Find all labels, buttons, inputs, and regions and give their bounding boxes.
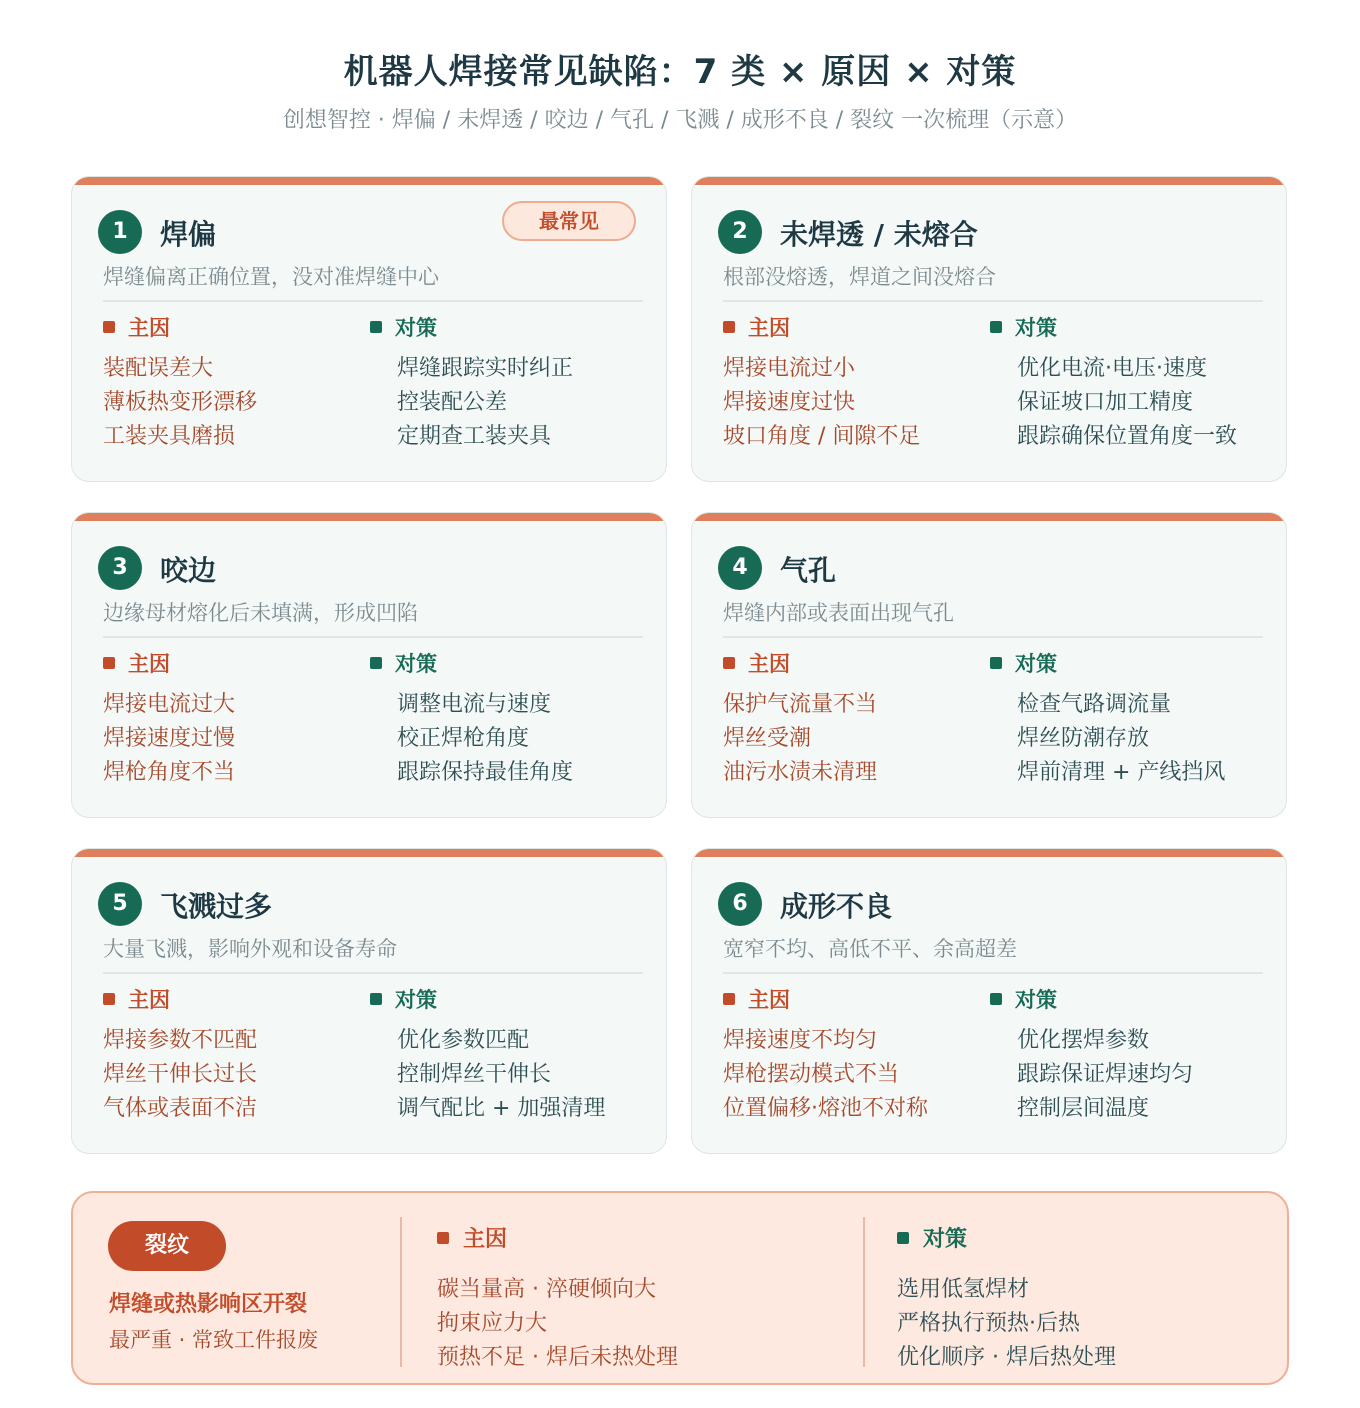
cause-item: 位置偏移·熔池不对称 xyxy=(723,1096,928,1121)
fix-item: 校正焊枪角度 xyxy=(397,726,530,751)
defect-description: 焊缝偏离正确位置，没对准焊缝中心 xyxy=(103,265,439,289)
defect-card-5 xyxy=(71,848,667,1154)
defect-description: 宽窄不均、高低不平、余高超差 xyxy=(723,937,1017,961)
fix-item: 定期查工装夹具 xyxy=(397,424,552,449)
cause-column xyxy=(103,985,257,1126)
fix-item: 优化摆焊参数 xyxy=(1017,1028,1150,1053)
crack-cause-item: 预热不足 · 焊后未热处理 xyxy=(437,1345,678,1370)
fix-heading-label: 对策 xyxy=(923,1227,968,1252)
cause-column xyxy=(723,313,920,454)
cause-heading-label: 主因 xyxy=(748,988,790,1012)
cause-heading-label: 主因 xyxy=(748,652,790,676)
crack-cause-item: 拘束应力大 xyxy=(437,1311,548,1336)
defect-description: 焊缝内部或表面出现气孔 xyxy=(723,601,954,625)
cause-item: 装配误差大 xyxy=(103,356,214,381)
cause-item: 焊接速度过快 xyxy=(723,390,856,415)
fix-item: 跟踪保证焊速均匀 xyxy=(1017,1062,1194,1087)
fix-square-icon xyxy=(990,993,1002,1005)
fix-heading xyxy=(897,1223,1116,1257)
fix-column xyxy=(370,985,605,1126)
card-accent-bar xyxy=(692,177,1286,185)
fix-item: 控装配公差 xyxy=(397,390,508,415)
cause-column xyxy=(723,649,877,790)
cause-heading xyxy=(723,313,920,343)
defect-number: 3 xyxy=(98,546,142,590)
fix-item: 优化参数匹配 xyxy=(397,1028,530,1053)
crack-cause-item: 碳当量高 · 淬硬倾向大 xyxy=(437,1277,656,1302)
defect-description: 边缘母材熔化后未填满，形成凹陷 xyxy=(103,601,418,625)
defect-card-4 xyxy=(691,512,1287,818)
cause-item: 焊丝受潮 xyxy=(723,726,812,751)
card-accent-bar xyxy=(692,849,1286,857)
card-accent-bar xyxy=(72,177,666,185)
card-accent-bar xyxy=(72,849,666,857)
fix-heading xyxy=(990,313,1237,343)
cause-item: 工装夹具磨损 xyxy=(103,424,236,449)
fix-item: 调整电流与速度 xyxy=(397,692,552,717)
cause-item: 油污水渍未清理 xyxy=(723,760,878,785)
fix-item: 焊丝防潮存放 xyxy=(1017,726,1150,751)
fix-square-icon xyxy=(370,657,382,669)
cause-item: 焊接速度不均匀 xyxy=(723,1028,878,1053)
cause-heading xyxy=(437,1223,678,1257)
cause-heading-label: 主因 xyxy=(128,988,170,1012)
fix-square-icon xyxy=(370,321,382,333)
fix-column xyxy=(370,313,573,454)
fix-square-icon xyxy=(897,1232,909,1244)
cause-heading-label: 主因 xyxy=(128,652,170,676)
cause-heading-label: 主因 xyxy=(748,316,790,340)
fix-heading-label: 对策 xyxy=(395,988,437,1012)
card-accent-bar xyxy=(692,513,1286,521)
fix-heading xyxy=(370,649,573,679)
fix-column xyxy=(370,649,573,790)
defect-description: 大量飞溅，影响外观和设备寿命 xyxy=(103,937,397,961)
fix-heading xyxy=(370,313,573,343)
defect-name: 未焊透 / 未熔合 xyxy=(780,218,978,251)
fix-item: 调气配比 + 加强清理 xyxy=(397,1096,606,1121)
cause-heading xyxy=(723,649,877,679)
fix-item: 跟踪保持最佳角度 xyxy=(397,760,574,785)
cause-heading-label: 主因 xyxy=(463,1227,508,1252)
card-divider xyxy=(723,300,1263,302)
cause-square-icon xyxy=(103,993,115,1005)
cause-heading xyxy=(723,985,928,1015)
fix-item: 跟踪确保位置角度一致 xyxy=(1017,424,1238,449)
cause-item: 焊枪摆动模式不当 xyxy=(723,1062,900,1087)
fix-item: 控制焊丝干伸长 xyxy=(397,1062,552,1087)
page-title: 机器人焊接常见缺陷：7 类 × 原因 × 对策 xyxy=(343,52,1017,92)
fix-item: 优化电流·电压·速度 xyxy=(1017,356,1207,381)
fix-heading xyxy=(990,985,1193,1015)
defect-name: 咬边 xyxy=(160,554,217,587)
cause-square-icon xyxy=(723,657,735,669)
cause-square-icon xyxy=(723,993,735,1005)
cause-heading xyxy=(103,313,257,343)
card-divider xyxy=(723,636,1263,638)
fix-item: 控制层间温度 xyxy=(1017,1096,1150,1121)
fix-column xyxy=(990,649,1225,790)
crack-fix-item: 选用低氢焊材 xyxy=(897,1277,1030,1302)
crack-panel xyxy=(71,1191,1289,1385)
cause-heading-label: 主因 xyxy=(128,316,170,340)
defect-number: 6 xyxy=(718,882,762,926)
defect-number: 4 xyxy=(718,546,762,590)
fix-heading-label: 对策 xyxy=(1015,652,1057,676)
fix-column xyxy=(990,985,1193,1126)
cause-item: 焊接电流过大 xyxy=(103,692,236,717)
card-accent-bar xyxy=(72,513,666,521)
cause-item: 焊枪角度不当 xyxy=(103,760,236,785)
cause-item: 焊接电流过小 xyxy=(723,356,856,381)
crack-fix-item: 优化顺序 · 焊后热处理 xyxy=(897,1345,1116,1370)
cause-heading xyxy=(103,985,257,1015)
cause-square-icon xyxy=(103,657,115,669)
cause-square-icon xyxy=(103,321,115,333)
cause-item: 坡口角度 / 间隙不足 xyxy=(723,424,921,449)
fix-square-icon xyxy=(370,993,382,1005)
most-common-badge: 最常见 xyxy=(502,201,636,241)
card-divider xyxy=(103,972,643,974)
fix-square-icon xyxy=(990,657,1002,669)
fix-item: 焊缝跟踪实时纠正 xyxy=(397,356,574,381)
defect-name: 气孔 xyxy=(780,554,837,587)
defect-name: 飞溅过多 xyxy=(160,890,273,923)
crack-fix-column xyxy=(897,1223,1116,1375)
fix-heading-label: 对策 xyxy=(395,316,437,340)
fix-item: 检查气路调流量 xyxy=(1017,692,1172,717)
defect-name: 焊偏 xyxy=(160,218,217,251)
cause-column xyxy=(103,313,257,454)
defect-card-2 xyxy=(691,176,1287,482)
card-divider xyxy=(103,300,643,302)
cause-square-icon xyxy=(437,1232,449,1244)
crack-subtitle: 最严重 · 常致工件报废 xyxy=(109,1328,319,1352)
page-subtitle: 创想智控 · 焊偏 / 未焊透 / 咬边 / 气孔 / 飞溅 / 成形不良 / 裂纹 一次梳理（示意） xyxy=(282,108,1078,133)
fix-item: 焊前清理 + 产线挡风 xyxy=(1017,760,1226,785)
crack-divider-2 xyxy=(863,1217,865,1367)
defect-name: 成形不良 xyxy=(780,890,893,923)
cause-column xyxy=(103,649,235,790)
crack-title: 焊缝或热影响区开裂 xyxy=(109,1292,308,1317)
defect-number: 2 xyxy=(718,210,762,254)
fix-heading-label: 对策 xyxy=(395,652,437,676)
defect-number: 1 xyxy=(98,210,142,254)
cause-item: 气体或表面不洁 xyxy=(103,1096,258,1121)
defect-card-3 xyxy=(71,512,667,818)
fix-heading xyxy=(370,985,605,1015)
card-divider xyxy=(723,972,1263,974)
fix-item: 保证坡口加工精度 xyxy=(1017,390,1194,415)
fix-heading-label: 对策 xyxy=(1015,316,1057,340)
cause-item: 薄板热变形漂移 xyxy=(103,390,258,415)
cause-item: 焊接速度过慢 xyxy=(103,726,236,751)
cause-heading xyxy=(103,649,235,679)
defect-number: 5 xyxy=(98,882,142,926)
cause-item: 焊丝干伸长过长 xyxy=(103,1062,258,1087)
fix-heading xyxy=(990,649,1225,679)
fix-square-icon xyxy=(990,321,1002,333)
crack-cause-column xyxy=(437,1223,678,1375)
card-divider xyxy=(103,636,643,638)
cause-square-icon xyxy=(723,321,735,333)
cause-item: 焊接参数不匹配 xyxy=(103,1028,258,1053)
fix-column xyxy=(990,313,1237,454)
cause-item: 保护气流量不当 xyxy=(723,692,878,717)
crack-tag: 裂纹 xyxy=(108,1221,226,1271)
defect-description: 根部没熔透，焊道之间没熔合 xyxy=(723,265,996,289)
cause-column xyxy=(723,985,928,1126)
defect-card-6 xyxy=(691,848,1287,1154)
fix-heading-label: 对策 xyxy=(1015,988,1057,1012)
crack-fix-item: 严格执行预热·后热 xyxy=(897,1311,1080,1336)
crack-divider-1 xyxy=(400,1217,402,1367)
defect-card-1 xyxy=(71,176,667,482)
